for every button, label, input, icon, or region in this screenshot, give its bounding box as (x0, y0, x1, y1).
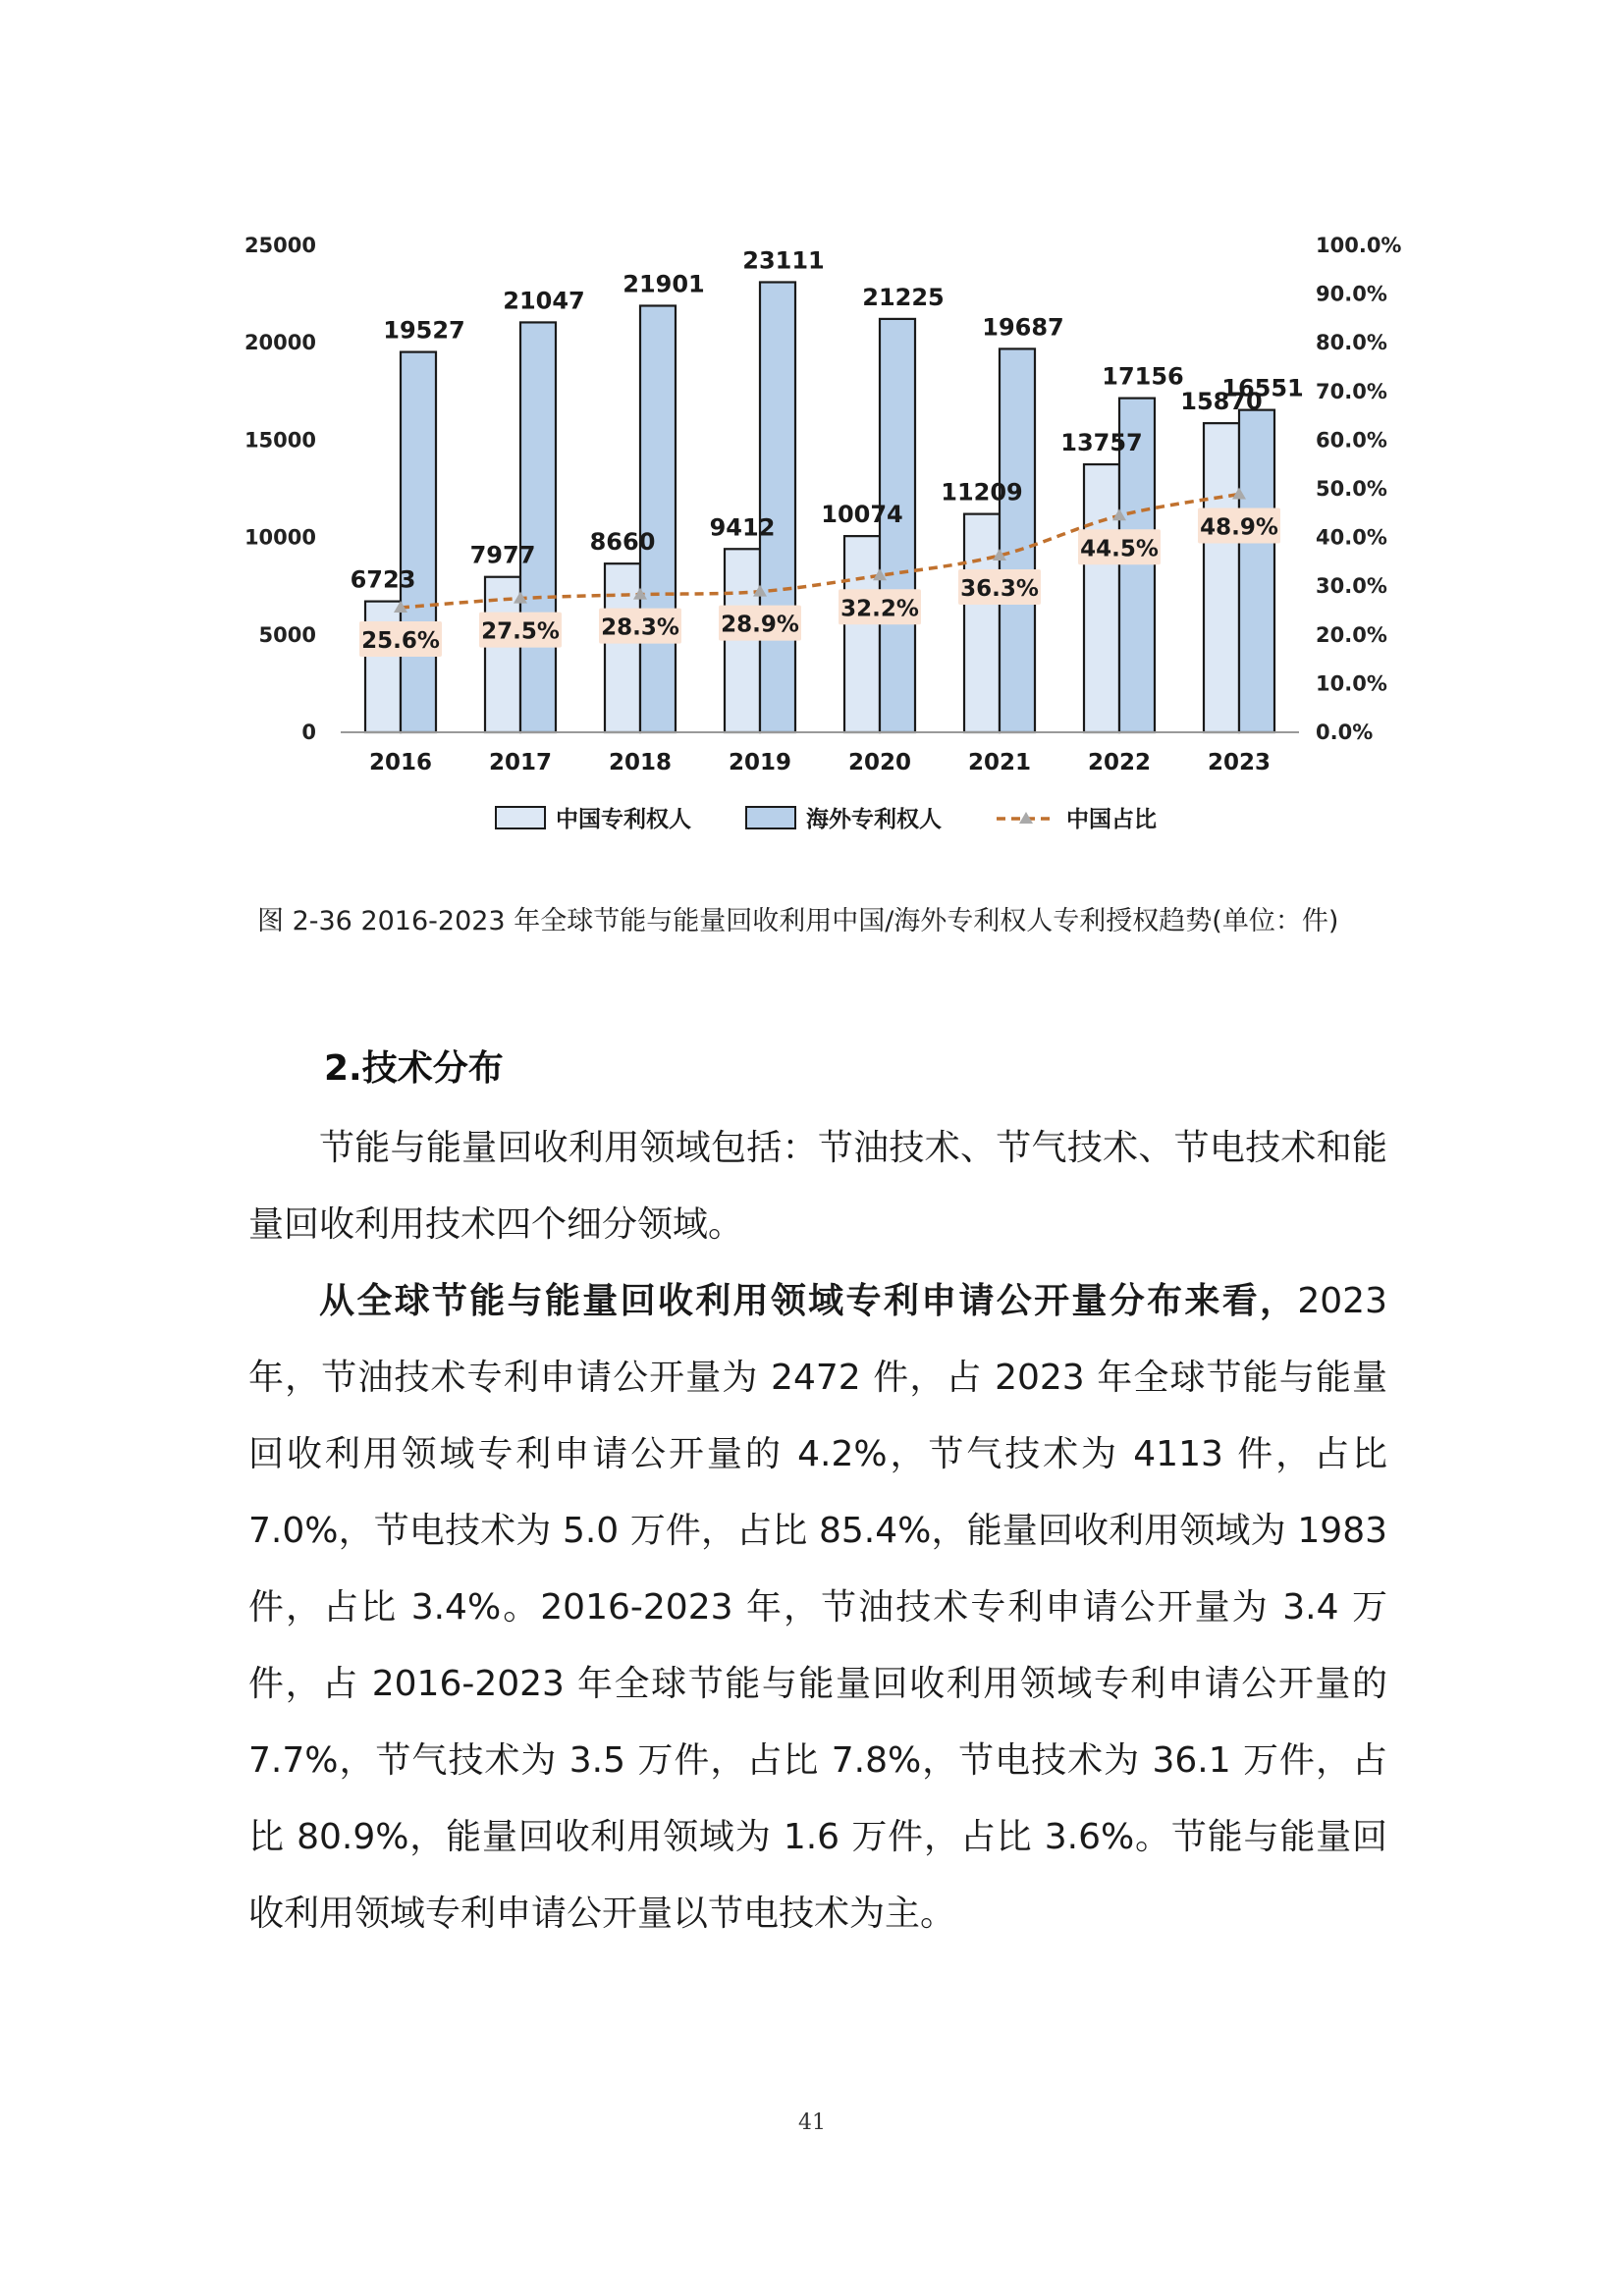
y-right-tick-label: 70.0% (1316, 379, 1387, 403)
china-value-label: 9412 (709, 513, 776, 542)
overseas-value-label: 16551 (1221, 374, 1304, 402)
x-tick-label: 2016 (368, 750, 433, 775)
patent-trend-chart (0, 0, 1624, 864)
y-left-tick-label: 25000 (244, 234, 316, 257)
y-right-tick-label: 90.0% (1316, 282, 1387, 306)
china-value-label: 15870 (1180, 388, 1263, 416)
legend-label-share: 中国占比 (1066, 807, 1157, 832)
china-bar (1204, 423, 1239, 732)
x-tick-label: 2018 (608, 750, 673, 775)
china-bar (1084, 464, 1119, 732)
overseas-bar (520, 322, 556, 732)
overseas-value-label: 21901 (623, 270, 705, 298)
y-left-tick-label: 20000 (244, 331, 316, 355)
paragraph-body: 2023 年，节油技术专利申请公开量为 2472 件，占 2023 年全球节能与能量回收利用领域专利申请公开量的 4.2%，节气技术为 4113 件，占比 7.0%，节电技术为 5.0 万件，占比 85.4%，能量回收利用领域为 1983 件，占比 3.4%。2016-2023 年，节油技术专利申请公开量为 3.4 万件，占 2016-2023 年全球节能与能量回收利用领域专利申请公开量的 7.7%，节气技术为 3.5 万件，占比 7.8%，节电技术为 36.1 万件，占比 80.9%，能量回收利用领域为 1.6 万件，占比 3.6%。节能与能量回收利用领域专利申请公开量以节电技术为主。 (248, 1281, 1387, 1934)
china-bar (964, 514, 1000, 732)
china-value-label: 7977 (469, 541, 536, 569)
overseas-bar (1000, 348, 1035, 732)
china-value-label: 11209 (941, 478, 1023, 507)
china-value-label: 10074 (821, 501, 903, 529)
paragraph-scope: 节能与能量回收利用领域包括：节油技术、节气技术、节电技术和能量回收利用技术四个细分领域。 (248, 1128, 1387, 1245)
x-tick-label: 2022 (1087, 750, 1152, 775)
y-right-tick-label: 20.0% (1316, 622, 1387, 647)
overseas-value-label: 19687 (982, 313, 1064, 342)
china-share-label: 44.5% (1080, 536, 1159, 562)
legend-label-overseas: 海外专利权人 (806, 807, 942, 832)
china-value-label: 8660 (589, 528, 656, 557)
overseas-value-label: 21047 (503, 287, 585, 315)
y-left-tick-label: 5000 (258, 622, 316, 647)
y-right-tick-label: 0.0% (1316, 721, 1374, 744)
x-tick-label: 2019 (728, 750, 792, 775)
y-right-tick-label: 100.0% (1316, 234, 1402, 257)
page-number: 41 (798, 2110, 826, 2135)
overseas-value-label: 23111 (742, 246, 825, 275)
y-right-tick-label: 30.0% (1316, 574, 1387, 599)
y-right-tick-label: 60.0% (1316, 428, 1387, 453)
overseas-value-label: 21225 (862, 283, 945, 311)
china-share-label: 25.6% (361, 628, 440, 655)
y-left-tick-label: 15000 (244, 428, 316, 453)
china-share-label: 27.5% (481, 618, 560, 645)
overseas-bar (640, 305, 676, 732)
y-right-tick-label: 50.0% (1316, 477, 1387, 501)
y-left-tick-label: 0 (301, 721, 316, 744)
china-value-label: 6723 (350, 565, 416, 594)
y-right-tick-label: 10.0% (1316, 671, 1387, 696)
china-bar (365, 602, 401, 732)
y-left-tick-label: 10000 (244, 525, 316, 550)
china-bar (844, 536, 880, 732)
figure-caption: 图 2-36 2016-2023 年全球节能与能量回收利用中国/海外专利权人专利授权趋势(单位：件) (257, 906, 1339, 936)
overseas-bar (1239, 410, 1274, 732)
overseas-bar (760, 282, 795, 732)
x-tick-label: 2023 (1207, 750, 1272, 775)
china-share-label: 32.2% (840, 596, 919, 622)
legend-label-china: 中国专利权人 (556, 807, 691, 832)
china-value-label: 13757 (1060, 429, 1143, 457)
china-share-label: 28.9% (721, 612, 799, 638)
overseas-bar (401, 352, 436, 732)
overseas-value-label: 19527 (383, 316, 465, 345)
china-share-label: 48.9% (1200, 514, 1278, 541)
china-share-label: 36.3% (960, 575, 1039, 602)
legend-swatch-china (496, 807, 545, 828)
section-title: 2.技术分布 (324, 1048, 504, 1089)
paragraph-lead: 从全球节能与能量回收利用领域专利申请公开量分布来看， (319, 1281, 1298, 1321)
y-right-tick-label: 80.0% (1316, 331, 1387, 355)
x-tick-label: 2020 (847, 750, 912, 775)
paragraph-distribution (248, 1263, 1387, 1952)
china-share-label: 28.3% (601, 614, 679, 641)
legend-swatch-overseas (746, 807, 795, 828)
y-right-tick-label: 40.0% (1316, 525, 1387, 550)
x-tick-label: 2017 (488, 750, 553, 775)
china-bar (605, 563, 640, 732)
x-tick-label: 2021 (967, 750, 1032, 775)
overseas-value-label: 17156 (1102, 362, 1184, 391)
